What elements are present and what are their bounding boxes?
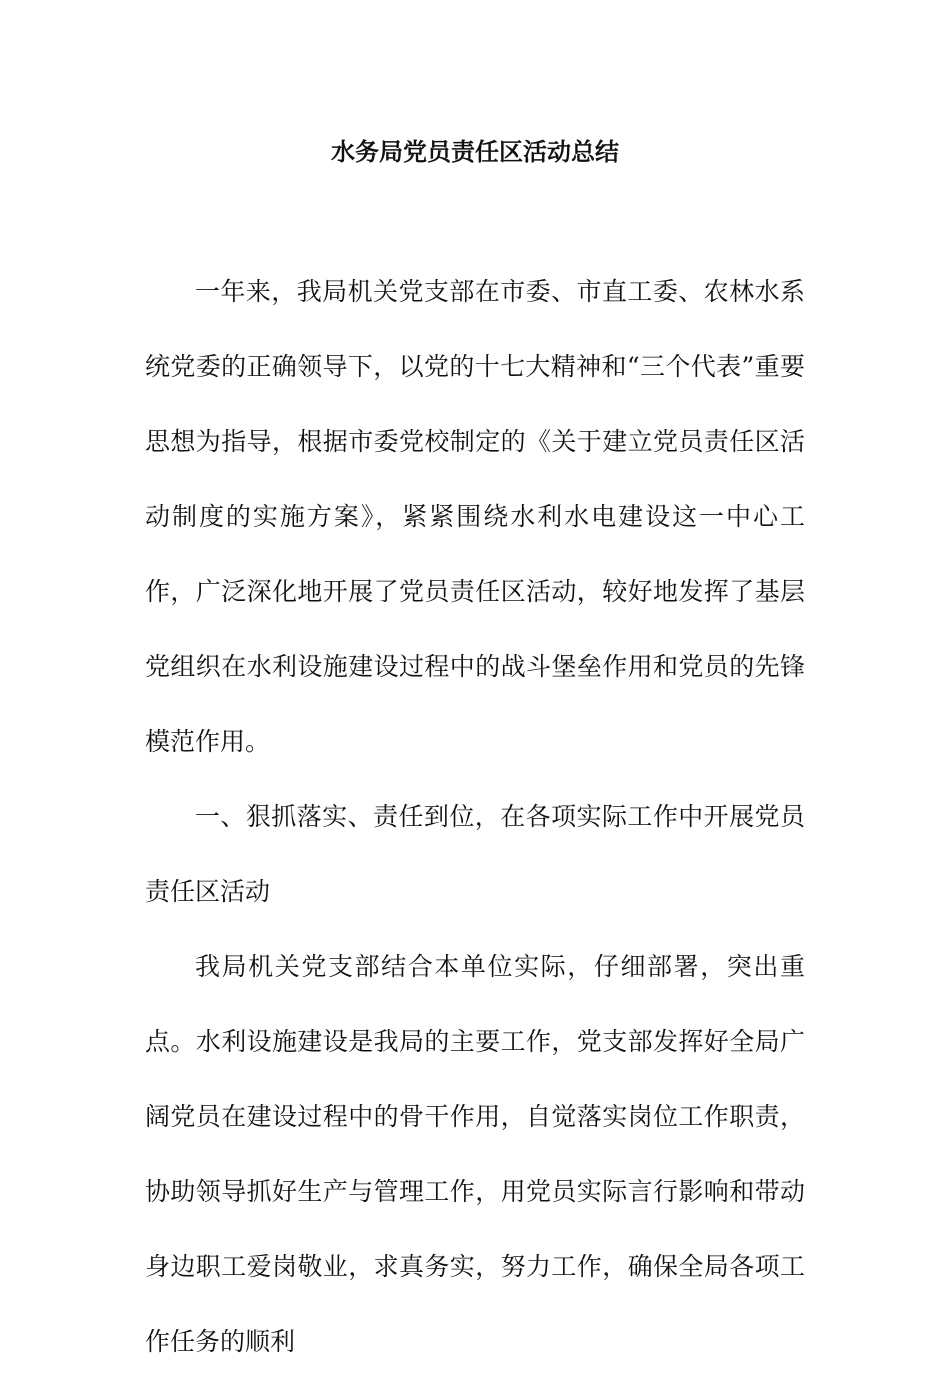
paragraph-section-body: 我局机关党支部结合本单位实际，仔细部署，突出重点。水利设施建设是我局的主要工作，党支部发挥好全局广阔党员在建设过程中的骨干作用，自觉落实岗位工作职责，协助领导抓好生产与管理工作，用党员实际言行影响和带动身边职工爱岗敬业，求真务实，努力工作，确保全局各项工作任务的顺利: [145, 952, 805, 1356]
paragraph-intro: 一年来，我局机关党支部在市委、市直工委、农林水系统党委的正确领导下，以党的十七大精神和“三个代表”重要思想为指导，根据市委党校制定的《关于建立党员责任区活动制度的实施方案》，紧紧围绕水利水电建设这一中心工作，广泛深化地开展了党员责任区活动，较好地发挥了基层党组织在水利设施建设过程中的战斗堡垒作用和党员的先锋模范作用。: [145, 277, 805, 756]
document-title: 水务局党员责任区活动总结: [331, 137, 619, 166]
paragraph-section-heading: 一、狠抓落实、责任到位，在各项实际工作中开展党员责任区活动: [145, 802, 805, 906]
document-body: [145, 254, 805, 1379]
